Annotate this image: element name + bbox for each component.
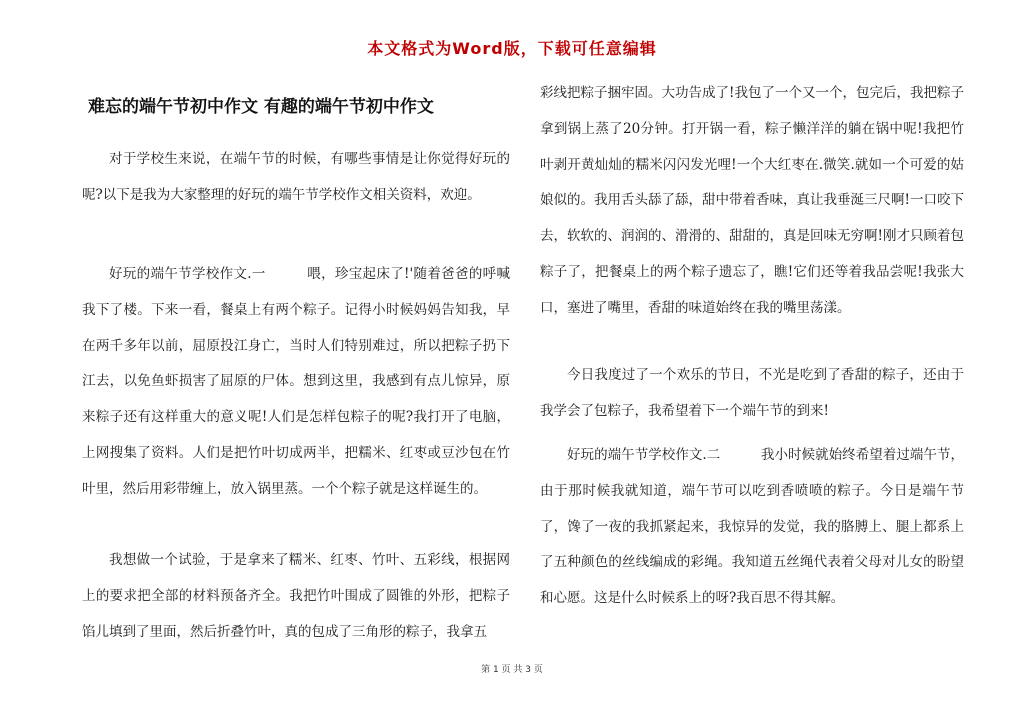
document-title: 难忘的端午节初中作文 有趣的端午节初中作文 [88, 97, 434, 117]
right-paragraph-continued: 彩线把粽子捆牢固。大功告成了!我包了一个又一个，包完后，我把粽子拿到锅上蒸了20分钟。打开锅一看，粽子懒洋洋的躺在锅中呢!我把竹叶剥开黄灿灿的糯米闪闪发光哩!一个大红枣在.微笑.就如一个可爱的姑娘似的。我用舌头舔了舔，甜中带着香味，真让我垂涎三尺啊!一口咬下去，软软的、润润的、滑滑的、甜甜的，真是回味无穷啊!刚才只顾着包粽子了，把餐桌上的两个粽子遗忘了，瞧!它们还等着我品尝呢!我张大口，塞进了嘴里，香甜的味道始终在我的嘴里荡漾。 [540, 85, 964, 316]
right-paragraph-conclusion: 今日我度过了一个欢乐的节日，不光是吃到了香甜的粽子，还由于我学会了包粽子，我希望着下一个端午节的到来! [540, 367, 964, 419]
left-paragraph-experiment: 我想做一个试验，于是拿来了糯米、红枣、竹叶、五彩线，根据网上的要求把全部的材料预备齐全。我把竹叶围成了圆锥的外形，把粽子馅儿填到了里面，然后折叠竹叶，真的包成了三角形的粽子，我拿五 [82, 552, 510, 640]
right-paragraph-essay-two: 好玩的端午节学校作文.二 我小时候就始终希望着过端午节，由于那时候我就知道，端午节可以吃到香喷喷的粽子。今日是端午节了，馋了一夜的我抓紧起来，我惊异的发觉，我的胳膊上、腿上都系上了五种颜色的丝线编成的彩绳。我知道五丝绳代表着父母对儿女的盼望和心愿。这是什么时候系上的呀?我百思不得其解。 [540, 447, 964, 607]
left-paragraph-intro: 对于学校生来说，在端午节的时候，有哪些事情是让你觉得好玩的呢?以下是我为大家整理的好玩的端午节学校作文相关资料，欢迎。 [82, 151, 510, 203]
format-banner: 本文格式为Word版，下载可任意编辑 [367, 39, 657, 58]
page-number: 第 1 页 共 3 页 [481, 665, 543, 675]
left-paragraph-essay-one: 好玩的端午节学校作文.一 喂，珍宝起床了!'随着爸爸的呼喊我下了楼。下来一看，餐桌上有两个粽子。记得小时候妈妈告知我，早在两千多年以前，屈原投江身亡，当时人们特别难过，所以把粽子扔下江去，以免鱼虾损害了屈原的尸体。想到这里，我感到有点儿惊异，原来粽子还有这样重大的意义呢!人们是怎样包粽子的呢?我打开了电脑，上网搜集了资料。人们是把竹叶切成两半，把糯米、红枣或豆沙包在竹叶里，然后用彩带缠上，放入锅里蒸。一个个粽子就是这样诞生的。 [82, 266, 510, 497]
